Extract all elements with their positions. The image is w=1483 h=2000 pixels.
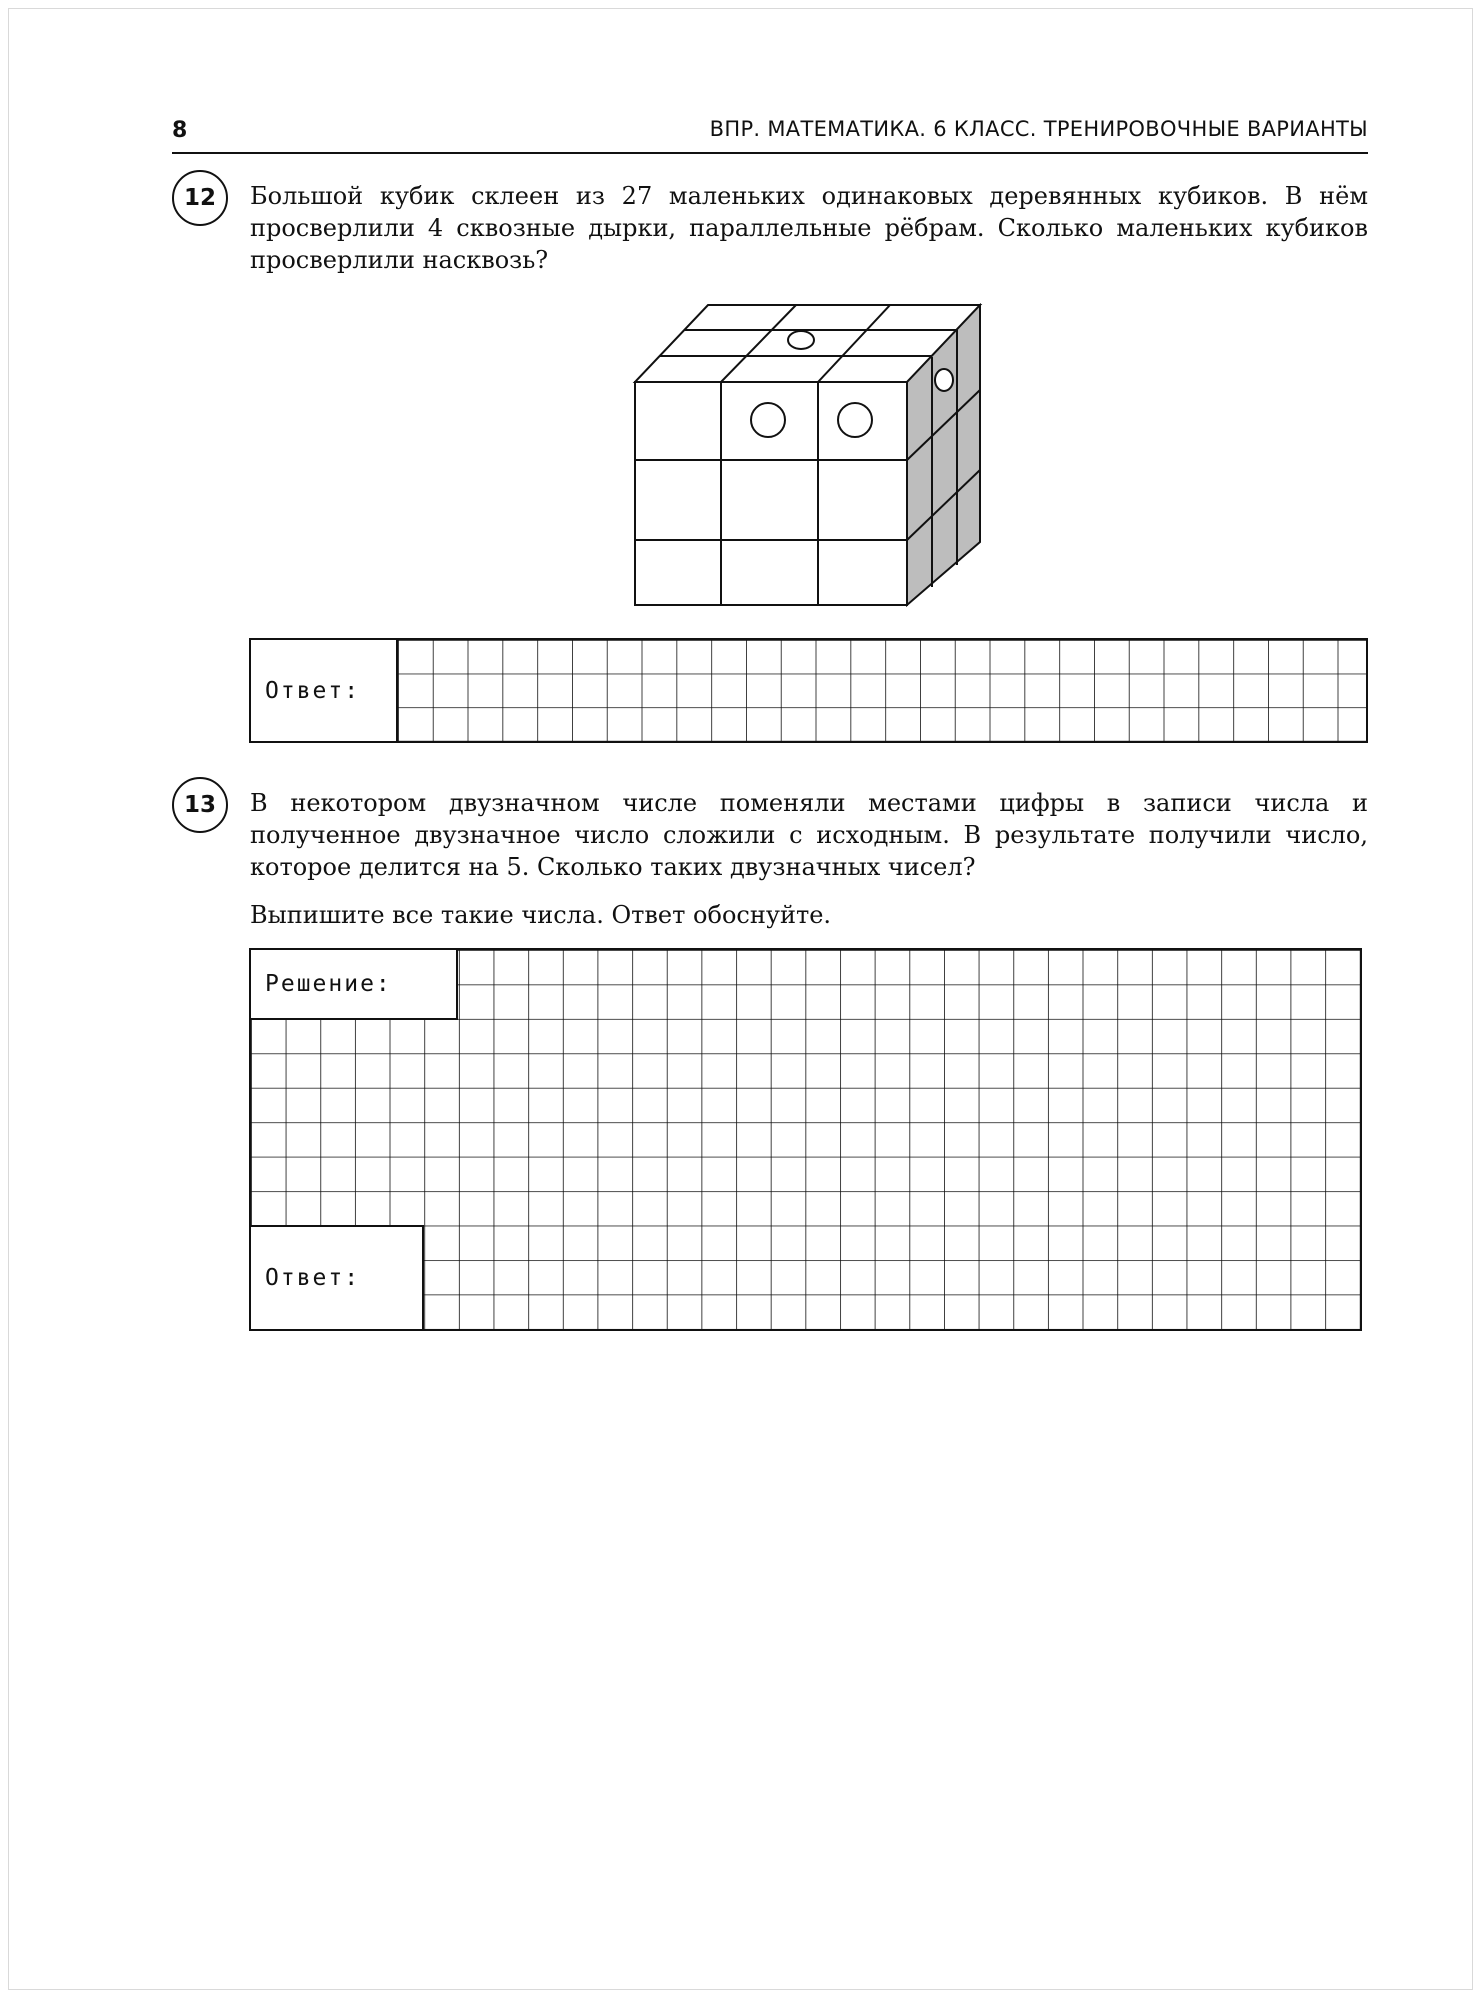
task-12-answer-label: Ответ: — [265, 677, 361, 704]
hole-top — [788, 331, 814, 349]
task-13-number: 13 — [183, 792, 216, 818]
task-12-number-badge — [172, 170, 228, 226]
task-13-instruction: Выпишите все такие числа. Ответ обоснуйте. — [250, 901, 832, 929]
hole-front-1 — [751, 403, 785, 437]
task-13-text: В некотором двузначном числе поменяли местами цифры в записи числа и полученное двузначное число сложили с исходным. В результате получили число, которое делится на 5. Сколько таких двузначных чисел? — [250, 789, 1368, 881]
task-12-answer-box[interactable] — [249, 638, 1368, 743]
hole-side — [935, 369, 953, 391]
task-12-answer-grid — [251, 640, 1366, 741]
drilled-cube-figure — [630, 300, 990, 610]
task-12-text: Большой кубик склеен из 27 маленьких одинаковых деревянных кубиков. В нём просверлили 4 сквозные дырки, параллельные рёбрам. Сколько маленьких кубиков просверлили насквозь? — [250, 182, 1368, 274]
hole-front-2 — [838, 403, 872, 437]
task-13-answer-label: Ответ: — [265, 1265, 361, 1291]
task-13-solution-label: Решение: — [265, 971, 392, 997]
header-rule — [172, 152, 1368, 154]
running-title: ВПР. МАТЕМАТИКА. 6 КЛАСС. ТРЕНИРОВОЧНЫЕ ВАРИАНТЫ — [709, 117, 1368, 141]
task-12-number: 12 — [183, 185, 216, 211]
task-13-number-badge — [172, 777, 228, 833]
task-13-solution-label-cell — [251, 950, 458, 1020]
task-12-answer-label-cell — [251, 640, 398, 741]
page-number: 8 — [172, 118, 188, 143]
task-13-solution-box[interactable] — [249, 948, 1362, 1331]
task-13-answer-label-cell — [251, 1225, 424, 1329]
